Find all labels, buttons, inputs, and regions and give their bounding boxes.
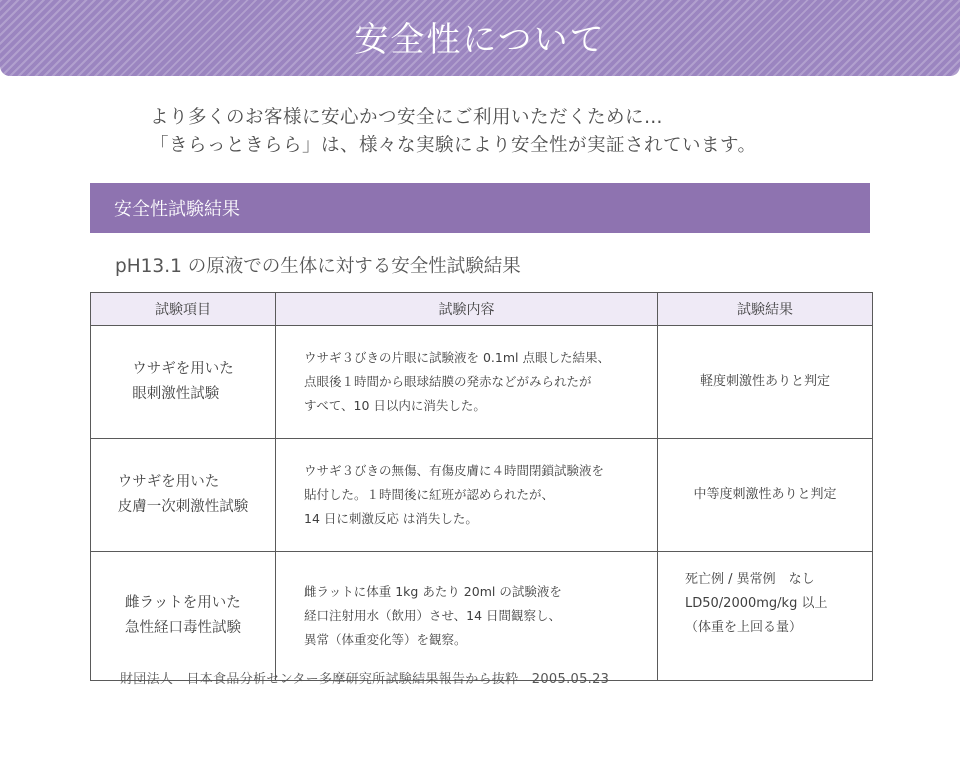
test-item-line: 眼刺激性試験 — [132, 386, 220, 402]
test-content-line: 点眼後１時間から眼球結膜の発赤などがみられたが — [304, 374, 592, 389]
test-item-cell — [91, 552, 276, 681]
test-result-line: 死亡例 / 異常例 なし — [685, 572, 815, 587]
source-footnote: 財団法人 日本食品分析センター多摩研究所試験結果報告から抜粋 2005.05.23 — [120, 672, 610, 687]
table-subtitle: pH13.1 の原液での生体に対する安全性試験結果 — [115, 256, 521, 277]
test-result-cell — [658, 326, 873, 439]
test-content-line: すべて、10 日以内に消失した。 — [304, 398, 486, 413]
section-title: 安全性試験結果 — [114, 199, 240, 220]
test-result-line: 中等度刺激性ありと判定 — [693, 487, 837, 502]
table-header-row — [91, 293, 873, 326]
test-content-cell — [276, 552, 658, 681]
test-result-cell — [658, 552, 873, 681]
intro-text — [150, 104, 870, 160]
section-header — [90, 183, 870, 233]
table-row — [91, 439, 873, 552]
test-result-line: LD50/2000mg/kg 以上 — [685, 596, 828, 611]
test-content-cell — [276, 439, 658, 552]
test-content-line: 経口注射用水（飲用）させ、14 日間観察し、 — [304, 608, 562, 623]
test-result-cell — [658, 439, 873, 552]
test-content-line: 貼付した。１時間後に紅班が認められたが、 — [304, 487, 555, 502]
test-result-line: （体重を上回る量） — [685, 620, 803, 635]
test-item-line: 雌ラットを用いた — [125, 595, 241, 611]
page-title: 安全性について — [354, 19, 606, 60]
intro-line-1: より多くのお客様に安心かつ安全にご利用いただくために… — [150, 107, 664, 128]
header-test-item: 試験項目 — [91, 293, 276, 326]
test-content-line: ウサギ３びきの片眼に試験液を 0.1ml 点眼した結果、 — [304, 350, 610, 365]
test-result-line: 軽度刺激性ありと判定 — [699, 374, 830, 389]
page-banner — [0, 0, 960, 76]
header-test-content: 試験内容 — [276, 293, 658, 326]
safety-results-table — [90, 292, 873, 681]
test-content-line: 14 日に刺激反応 は消失した。 — [304, 511, 478, 526]
header-test-result: 試験結果 — [658, 293, 873, 326]
table-row — [91, 552, 873, 681]
intro-line-2: 「きらっときらら」は、様々な実験により安全性が実証されています。 — [150, 135, 757, 156]
test-item-line: 急性経口毒性試験 — [125, 620, 241, 636]
test-item-line: ウサギを用いた — [132, 361, 234, 377]
test-item-line: ウサギを用いた — [117, 474, 220, 490]
test-item-cell — [91, 439, 276, 552]
test-content-line: 雌ラットに体重 1kg あたり 20ml の試験液を — [304, 584, 562, 599]
test-content-line: 異常（体重変化等）を観察。 — [304, 632, 467, 647]
test-item-line: 皮膚一次刺激性試験 — [117, 499, 249, 515]
test-item-cell — [91, 326, 276, 439]
test-content-line: ウサギ３びきの無傷、有傷皮膚に４時間閉鎖試験液を — [304, 463, 605, 478]
table-row — [91, 326, 873, 439]
test-content-cell — [276, 326, 658, 439]
